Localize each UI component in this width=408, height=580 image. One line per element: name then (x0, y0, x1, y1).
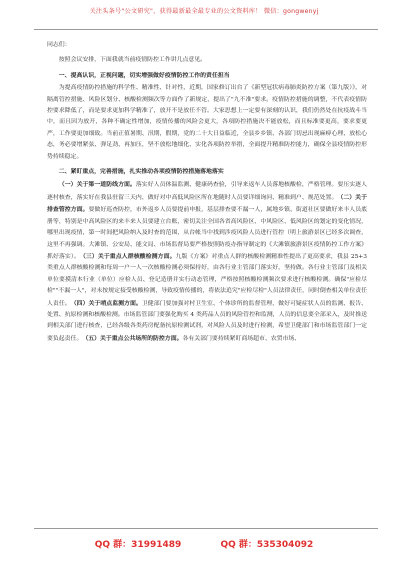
subsection-5-lead: （五）关于重点公共场所的防控方面。 (82, 334, 183, 342)
subsection-4-lead: （四）关于哨点监测方面。 (70, 299, 142, 307)
document-body (47, 40, 367, 345)
subsection-1-lead: （一）关于第一道防线方面。 (58, 181, 136, 189)
intro-paragraph: 按照会议安排，下面我就当前疫情防控工作讲几点意见。 (58, 57, 207, 64)
qq-group-2: QQ 群：535304092 (220, 540, 314, 550)
header-divider (34, 29, 378, 30)
subsection-2-text: 要做好巡查防控，市外返乡人员要提前申报，基层排查要不漏一人，属地乡镇、街道社区要做好来丰人员底册等，特别是中高风险区的来丰来人员要建立台账，密切关注全国各省高风险区、中风险区、低风险区的划定的变化情况，哪里出现疫情，第一时间把风险纳入及时查的范围，从台帐当中找到涉疫风险人员进行管控（明上旅游景区已经多次调查，这里不再强调。大滩镇、公安局、能文局、市场监督局要严格按照防疫办指导制定的《大滩镇旅游景区疫情防控工作方案》抓好落实）。 (47, 207, 368, 260)
source-banner: 关注头条号"公文研究"，获得最新最全最专业的公文资料库！ 微信：gongwenyj (89, 8, 319, 15)
section-2-paragraph-1 (47, 179, 367, 345)
subsection-1-text: 落实好人员体温监测、健康码查验，引导来返车人员落地核酸检，严格管理。要压实逐人逐村核查，落实好在我县驻留三天内，做好对中高低风险区所在地随时人员要详细询问、精准到户、规范处置。 (47, 182, 368, 201)
section-1-paragraph: 为提高疫情防控措施的科学性、精准性、针对性，近期，国家修订出台了《新型冠状病毒肺炎防控方案（第九版）》，对隔离管控措施、风险区划分、核酸检测频次等方面作了新规定，提出了"九不准"要求。疫情防控措施的调整，不代表疫情防控要求降低了，而是要求更加科学精准了，放开不是放任不管。大家思想上一定要有深刻的认识，我们仍然处在抗疫战斗当中，而且因为放开，各种不确定性增加，疫情传播的风险会更大，各项防控措施决不能放松，而且标准要更高，要求要更严，工作要更加细致。当前正值暑期、汛期，假期，党的二十大日益临近，全县乡乡镇、各部门切忌出现麻痹心理、放松心态，务必要增紧弦、弹足劲、再加压，坚不放松地细化、实化各项防控举措，全面提升精准防控能力，确保全县疫情防控形势持续稳定。 (47, 85, 367, 160)
subsection-3-lead: （三）关于重点人群核酸检测方面。 (79, 252, 176, 260)
subsection-4-text: 卫健部门要加强对村卫生室、个体诊所的监督管理，做好可疑症状人员的监测、报告、处置、抗原检测和核酸检测。市场监管部门要强化购买 4 类药品人员的风险管控和监测，人员的信息要全部采入，及时推送到相关部门进行核查，已经各级各类药房配备抗原检测试剂，对风险人员及时进行检测，希望卫健部门和市场监管部门一定要负起责任。 (47, 300, 368, 342)
subsection-3-text: 九版《方案》对重点人群的核酸检测精准性提出了更高要求，我县 25+3 类重点人群核酸检测和每周一户一人一次核酸检测必须保持好，由各行业主管部门落实好，坚持做。各行业主管部门及相关单位要摸清本行业（单位）应检人员、登记造册并实行动态管理，严格按照核酸检测频次要求进行核酸检测。确保"应检尽检""不漏一人"，对未按规定接受核酸检测，导致疫情传播的，将依法追究"应检尽检"人员法律责任，同时倒查相关单位责任人责任。 (47, 253, 367, 307)
section-2-heading: 二、紧盯重点，完善措施，扎实推动各项疫情防控措施落地落实 (58, 168, 224, 176)
footer-contact (0, 537, 408, 550)
qq-group-1: QQ 群：31991489 (94, 540, 182, 550)
salutation: 同志们： (47, 42, 71, 48)
footer-divider (34, 528, 378, 529)
subsection-5-text: 各有关部门要持续紧盯商场超市、农贸市场、 (182, 335, 301, 342)
subsection-2-lead: （二）关于排查管控方面。 (47, 193, 368, 214)
section-1-heading: 一、提高认识，正视问题，切实增强做好疫情防控工作的责任担当 (58, 71, 230, 79)
